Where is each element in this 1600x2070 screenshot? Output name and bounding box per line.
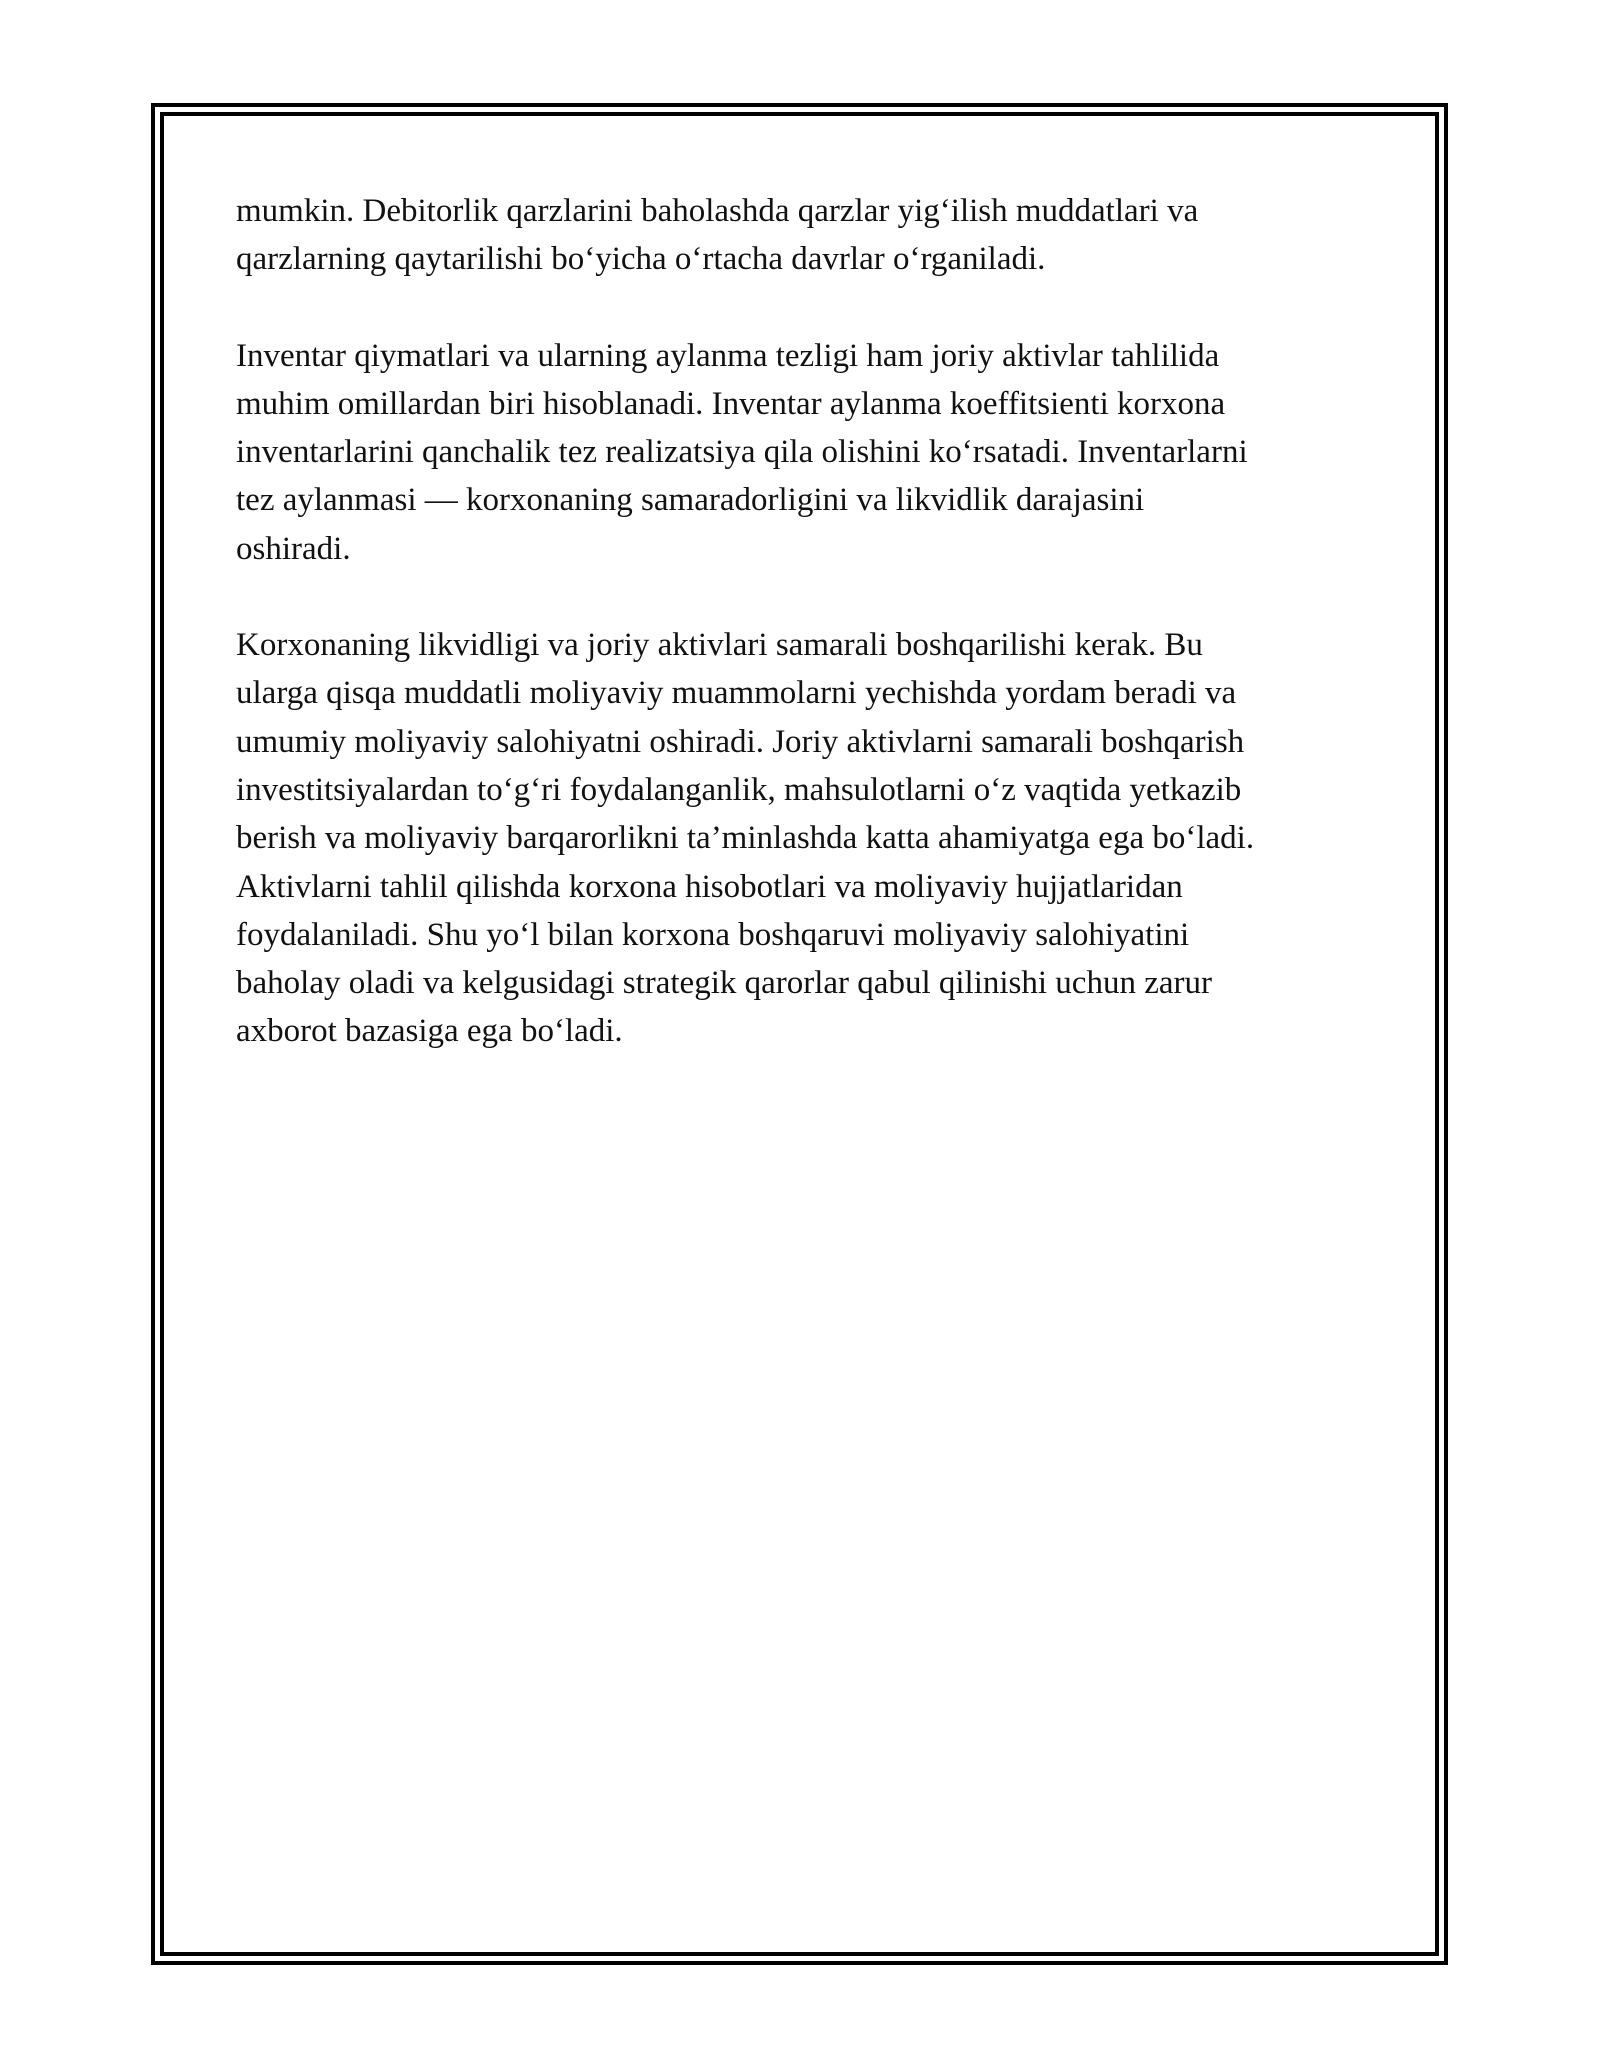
text-line: berish va moliyaviy barqarorlikni ta’minlashda katta ahamiyatga ega bo‘ladi.	[236, 820, 1255, 857]
text-line: muhim omillardan biri hisoblanadi. Inventar aylanma koeffitsienti korxona	[236, 385, 1226, 422]
paragraph-liquidity	[236, 621, 1376, 1056]
text-line: oshiradi.	[236, 530, 351, 567]
text-line: inventarlarini qanchalik tez realizatsiya qila olishini ko‘rsatadi. Inventarlarni	[236, 434, 1248, 471]
paragraph-receivables	[236, 187, 1376, 284]
text-line: axborot bazasiga ega bo‘ladi.	[236, 1013, 623, 1050]
text-line: foydalaniladi. Shu yo‘l bilan korxona boshqaruvi moliyaviy salohiyatini	[236, 916, 1190, 953]
text-line: umumiy moliyaviy salohiyatni oshiradi. Joriy aktivlarni samarali boshqarish	[236, 723, 1245, 760]
paragraph-inventory	[236, 332, 1376, 573]
text-line: investitsiyalardan to‘g‘ri foydalanganlik, mahsulotlarni o‘z vaqtida yetkazib	[236, 771, 1242, 808]
text-line: baholay oladi va kelgusidagi strategik qarorlar qabul qilinishi uchun zarur	[236, 965, 1212, 1002]
text-line: Aktivlarni tahlil qilishda korxona hisobotlari va moliyaviy hujjatlaridan	[236, 868, 1183, 905]
text-line: qarzlarning qaytarilishi bo‘yicha o‘rtacha davrlar o‘rganiladi.	[236, 241, 1046, 278]
text-line: Korxonaning likvidligi va joriy aktivlari samarali boshqarilishi kerak. Bu	[236, 627, 1203, 664]
text-line: Inventar qiymatlari va ularning aylanma tezligi ham joriy aktivlar tahlilida	[236, 337, 1220, 374]
text-line: tez aylanmasi — korxonaning samaradorligini va likvidlik darajasini	[236, 482, 1145, 519]
document-body	[236, 187, 1376, 1104]
text-line: mumkin. Debitorlik qarzlarini baholashda qarzlar yig‘ilish muddatlari va	[236, 193, 1199, 229]
text-line: ularga qisqa muddatli moliyaviy muammolarni yechishda yordam beradi va	[236, 675, 1237, 712]
